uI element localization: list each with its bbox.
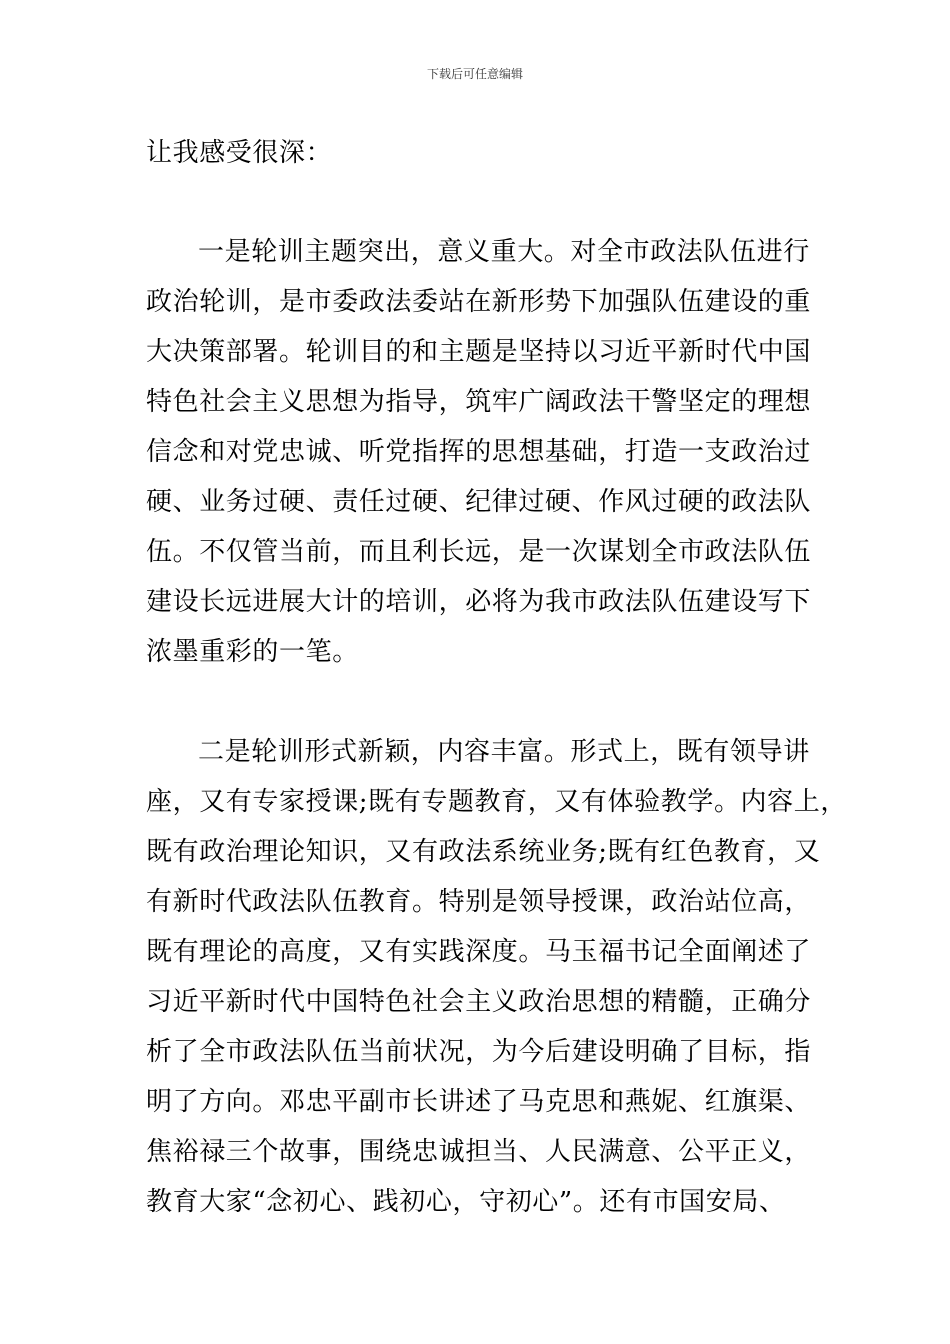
text-line: 座，又有专家授课;既有专题教育，又有体验教学。内容上， [146, 787, 847, 817]
text-line: 政治轮训，是市委政法委站在新形势下加强队伍建设的重 [146, 287, 812, 317]
text-line: 明了方向。邓忠平副市长讲述了马克思和燕妮、红旗渠、 [146, 1087, 812, 1117]
page-header: 下载后可任意编辑 [426, 67, 523, 81]
text-line: 伍。不仅管当前，而且利长远，是一次谋划全市政法队伍 [146, 537, 812, 567]
text-line: 既有理论的高度，又有实践深度。马玉福书记全面阐述了 [146, 937, 812, 967]
text-line: 一是轮训主题突出，意义重大。对全市政法队伍进行 [198, 237, 810, 267]
text-line: 教育大家“念初心、践初心，守初心”。还有市国安局、 [146, 1187, 786, 1217]
text-line: 让我感受很深： [146, 138, 333, 168]
text-line: 焦裕禄三个故事，围绕忠诚担当、人民满意、公平正义， [146, 1137, 812, 1167]
text-line: 既有政治理论知识，又有政法系统业务;既有红色教育，又 [146, 837, 821, 867]
text-line: 特色社会主义思想为指导，筑牢广阔政法干警坚定的理想 [146, 387, 812, 417]
text-line: 大决策部署。轮训目的和主题是坚持以习近平新时代中国 [146, 337, 812, 367]
text-line: 硬、业务过硬、责任过硬、纪律过硬、作风过硬的政法队 [146, 487, 812, 517]
text-line: 信念和对党忠诚、听党指挥的思想基础，打造一支政治过 [146, 437, 812, 467]
text-line: 析了全市政法队伍当前状况，为今后建设明确了目标，指 [146, 1037, 812, 1067]
text-line: 有新时代政法队伍教育。特别是领导授课，政治站位高， [146, 887, 812, 917]
text-line: 二是轮训形式新颖，内容丰富。形式上，既有领导讲 [198, 737, 810, 767]
text-line: 浓墨重彩的一笔。 [146, 637, 359, 667]
text-line: 建设长远进展大计的培训，必将为我市政法队伍建设写下 [146, 587, 812, 617]
text-line: 习近平新时代中国特色社会主义政治思想的精髓，正确分 [146, 987, 812, 1017]
